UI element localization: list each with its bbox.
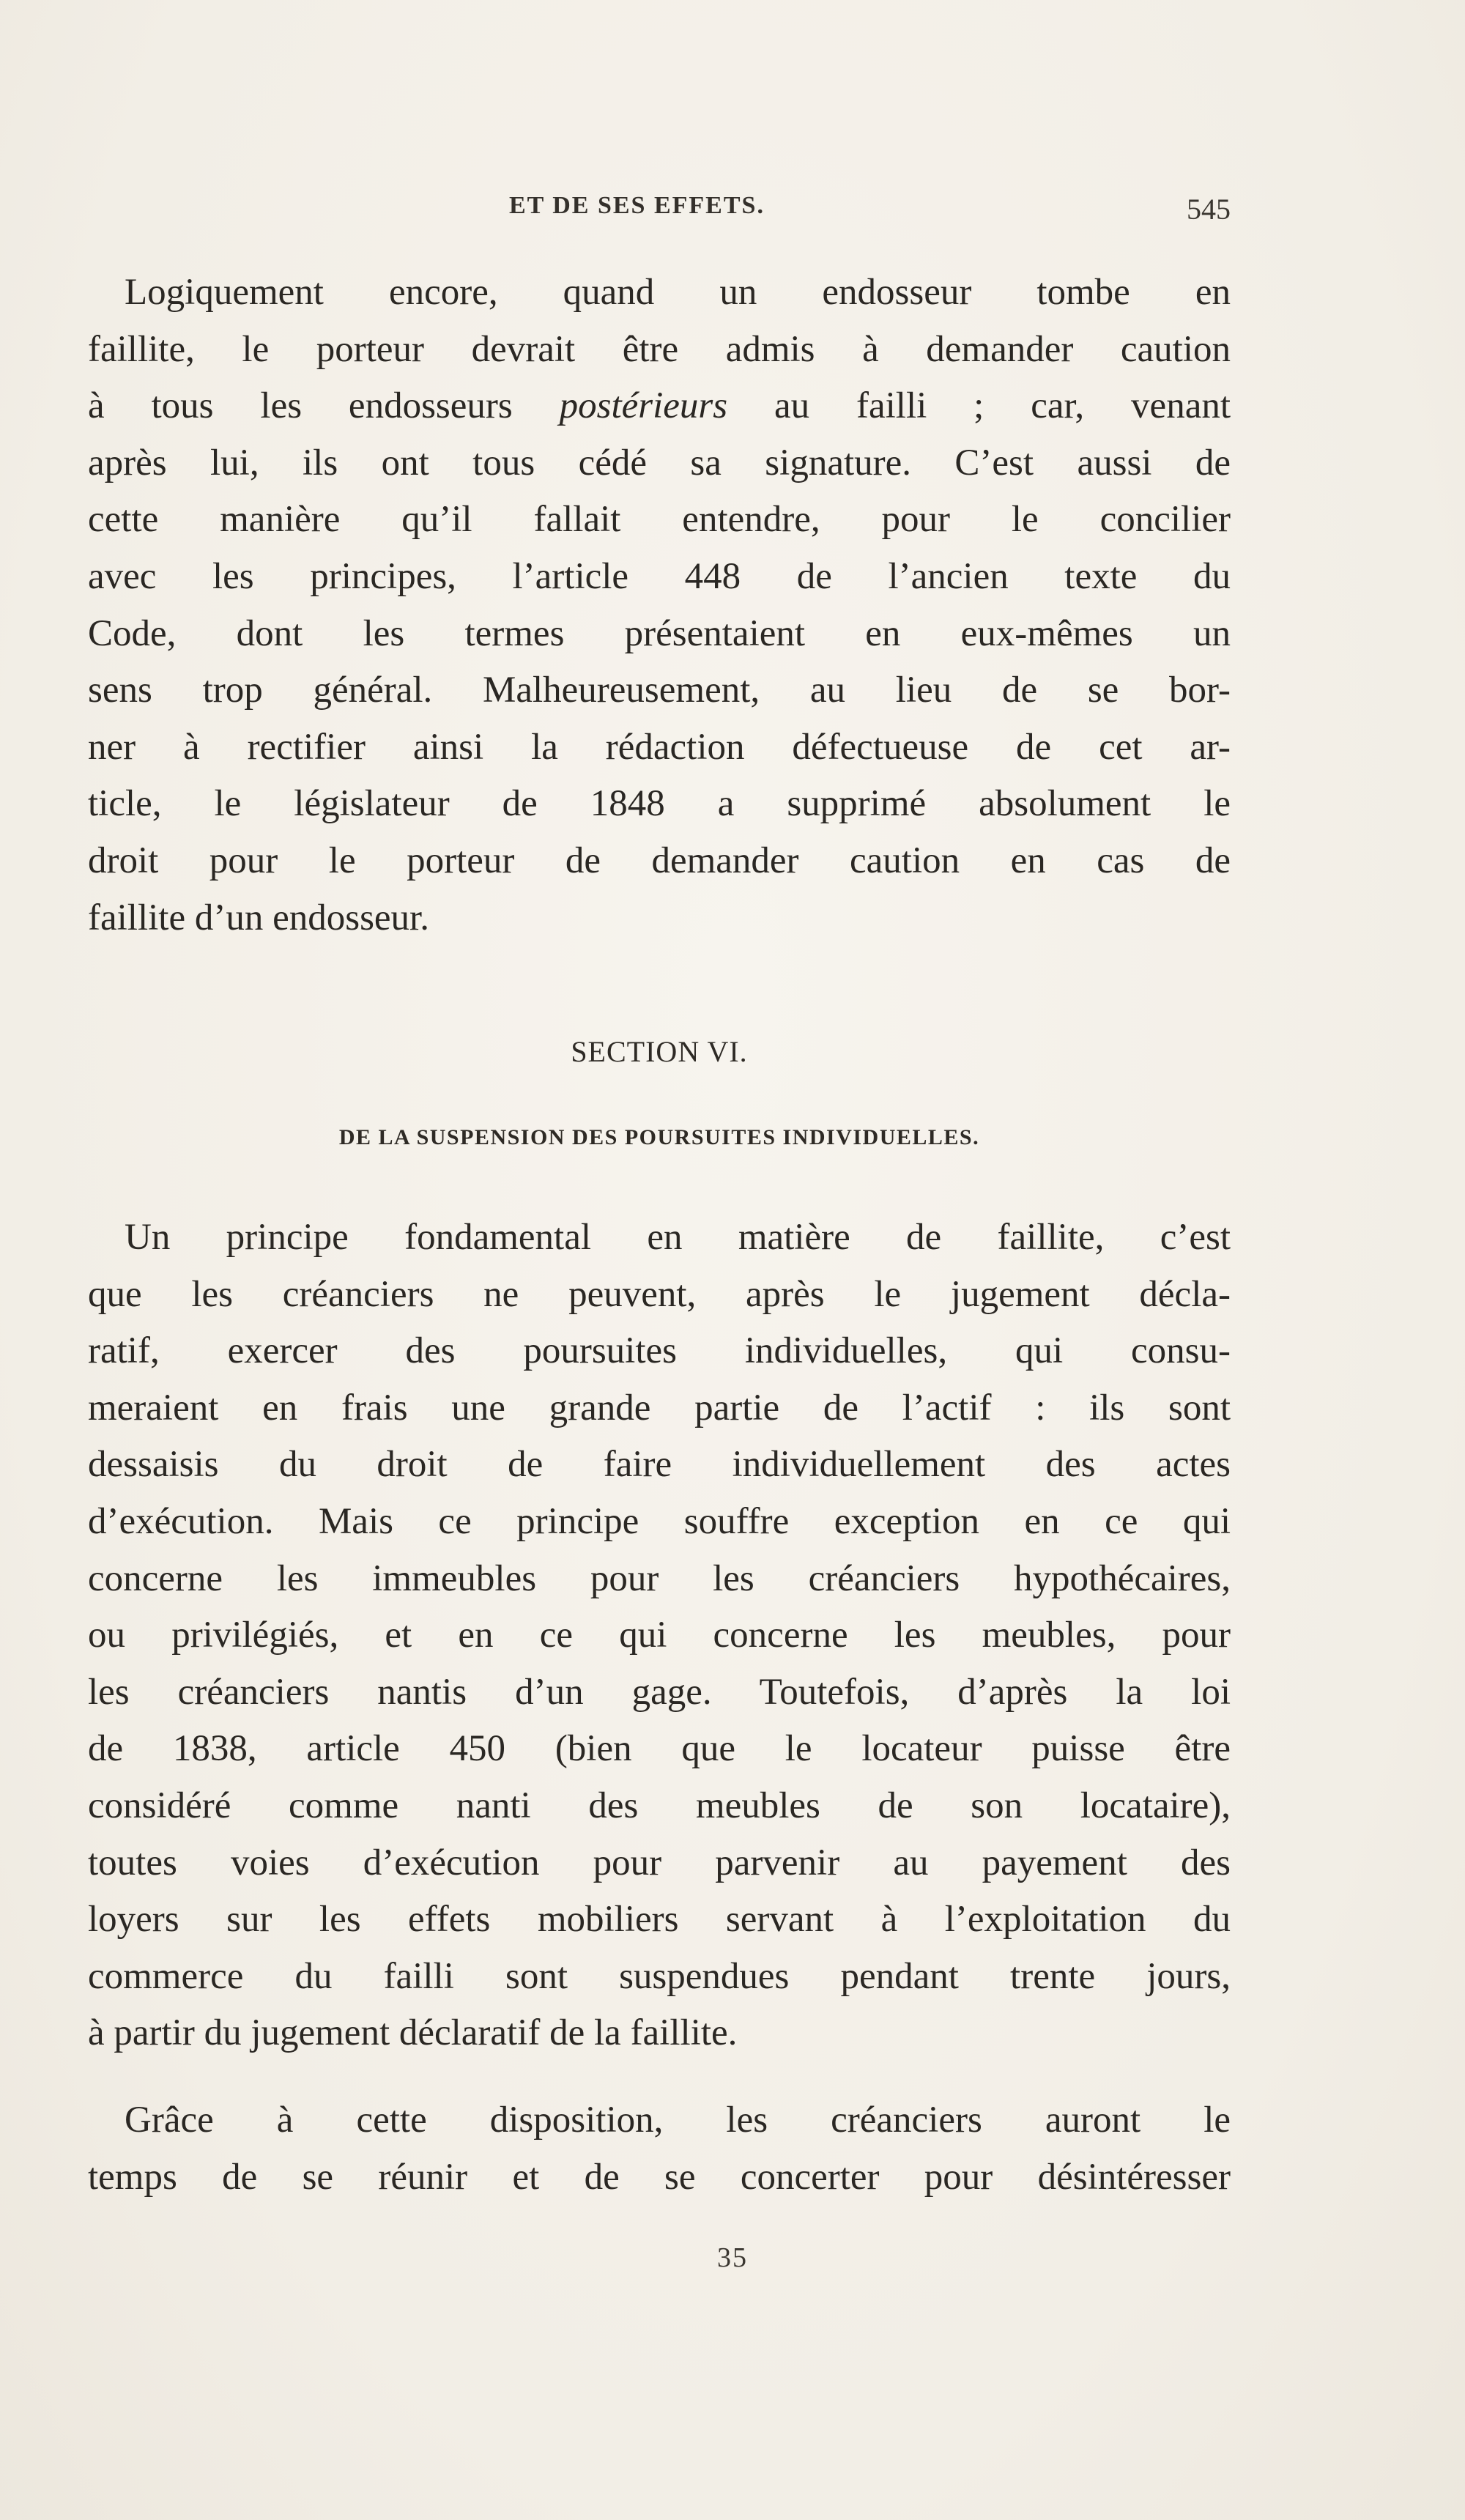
- text-line: considéré comme nanti des meubles de son locataire),: [88, 1785, 1231, 1826]
- text-line: concerne les immeubles pour les créanciers hypothécaires,: [88, 1557, 1231, 1599]
- text-line: toutes voies d’exécution pour parvenir au payement des: [88, 1842, 1231, 1883]
- text-line: ticle, le législateur de 1848 a supprimé absolument le: [88, 783, 1231, 825]
- text-line-with-italic: [88, 378, 1231, 435]
- signature-mark: 35: [717, 2242, 748, 2273]
- text-line: que les créanciers ne peuvent, après le jugement décla-: [88, 1273, 1231, 1315]
- text-line: après lui, ils ont tous cédé sa signature. C’est aussi de: [88, 442, 1231, 483]
- text-line: Un principe fondamental en matière de faillite, c’est: [125, 1217, 1231, 1258]
- text-line: droit pour le porteur de demander caution en cas de: [88, 840, 1231, 881]
- page-number: 545: [1187, 193, 1231, 226]
- text-line: temps de se réunir et de se concerter pour désintéresser: [88, 2156, 1231, 2198]
- text-line: commerce du failli sont suspendues pendant trente jours,: [88, 1955, 1231, 1997]
- text-line: meraient en frais une grande partie de l’actif : ils sont: [88, 1387, 1231, 1428]
- running-title: ET DE SES EFFETS.: [509, 192, 765, 219]
- running-head: [88, 192, 1231, 236]
- text-line: faillite, le porteur devrait être admis à demander caution: [88, 328, 1231, 370]
- text-line: ratif, exercer des poursuites individuelles, qui consu-: [88, 1330, 1231, 1372]
- text-line: à partir du jugement déclaratif de la faillite.: [88, 2012, 738, 2054]
- text-segment: au failli ; car, venant: [774, 385, 1231, 427]
- text-segment: à tous les endosseurs: [88, 385, 513, 427]
- text-line: d’exécution. Mais ce principe souffre exception en ce qui: [88, 1500, 1231, 1542]
- text-line: Logiquement encore, quand un endosseur tombe en: [125, 272, 1231, 313]
- text-line: cette manière qu’il fallait entendre, pour le concilier: [88, 499, 1231, 541]
- italic-word: postérieurs: [559, 385, 728, 427]
- text-line: ou privilégiés, et en ce qui concerne les meubles, pour: [88, 1615, 1231, 1656]
- section-number: SECTION VI.: [571, 1035, 748, 1068]
- text-line: avec les principes, l’article 448 de l’ancien texte du: [88, 555, 1231, 597]
- paragraph-principe-fondamental: [88, 1209, 1231, 2062]
- text-line: sens trop général. Malheureusement, au lieu de se bor-: [88, 670, 1231, 711]
- paragraph-caution-endosseurs: [88, 264, 1231, 946]
- text-line: loyers sur les effets mobiliers servant à l’exploitation du: [88, 1899, 1231, 1941]
- text-line: Code, dont les termes présentaient en eux-mêmes un: [88, 612, 1231, 654]
- text-line: les créanciers nantis d’un gage. Toutefois, d’après la loi: [88, 1671, 1231, 1713]
- section-title: DE LA SUSPENSION DES POURSUITES INDIVIDUELLES.: [338, 1125, 980, 1149]
- text-line: dessaisis du droit de faire individuellement des actes: [88, 1444, 1231, 1486]
- text-line: faillite d’un endosseur.: [88, 897, 429, 938]
- text-line: de 1838, article 450 (bien que le locateur puisse être: [88, 1728, 1231, 1770]
- paragraph-grace-disposition: [88, 2092, 1231, 2206]
- text-line: Grâce à cette disposition, les créanciers auront le: [125, 2100, 1231, 2141]
- text-line: ner à rectifier ainsi la rédaction défectueuse de cet ar-: [88, 726, 1231, 768]
